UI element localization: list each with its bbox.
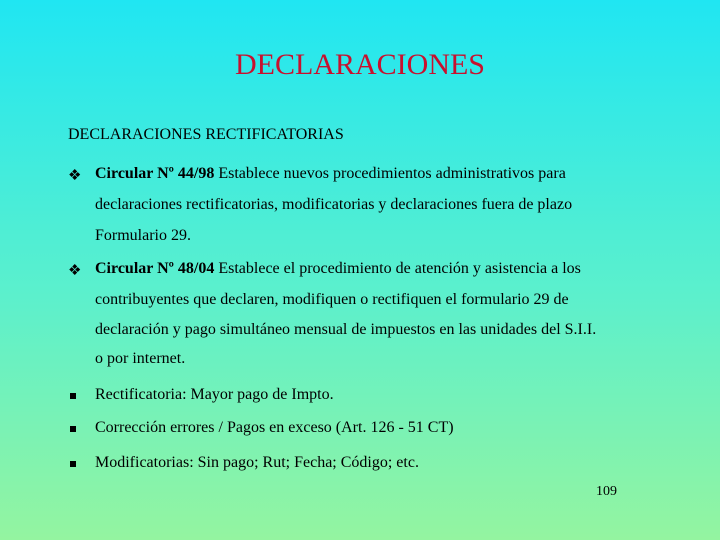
circular-text-line: declaraciones rectificatorias, modificatorias y declaraciones fuera de plazo (95, 196, 573, 213)
diamond-outline-icon: ❖ (68, 263, 82, 279)
circular-ref: Circular Nº 44/98 (95, 165, 215, 182)
circular-text-line: contribuyentes que declaren, modifiquen o rectifiquen el formulario 29 de (95, 291, 569, 308)
slide-title: DECLARACIONES (234, 48, 485, 81)
square-bullet-icon (70, 393, 76, 399)
slide-subtitle: DECLARACIONES RECTIFICATORIAS (68, 126, 344, 143)
circular-first-line (95, 260, 581, 278)
circular-text-line: Formulario 29. (95, 227, 191, 244)
circular-text: Establece nuevos procedimientos administrativos para (214, 165, 566, 182)
bullet-text: Rectificatoria: Mayor pago de Impto. (95, 386, 334, 403)
circular-text-line: declaración y pago simultáneo mensual de impuestos en las unidades del S.I.I. (95, 321, 597, 338)
square-bullet-icon (70, 426, 76, 432)
square-bullet-icon (70, 461, 76, 467)
circular-text: Establece el procedimiento de atención y asistencia a los (214, 260, 581, 277)
diamond-outline-icon: ❖ (68, 168, 82, 184)
page-number: 109 (596, 484, 617, 499)
bullet-text: Corrección errores / Pagos en exceso (Art. 126 - 51 CT) (95, 419, 454, 436)
circular-first-line (95, 165, 566, 183)
circular-text-line: o por internet. (95, 350, 186, 367)
circular-ref: Circular Nº 48/04 (95, 260, 215, 277)
bullet-text: Modificatorias: Sin pago; Rut; Fecha; Código; etc. (95, 454, 419, 471)
